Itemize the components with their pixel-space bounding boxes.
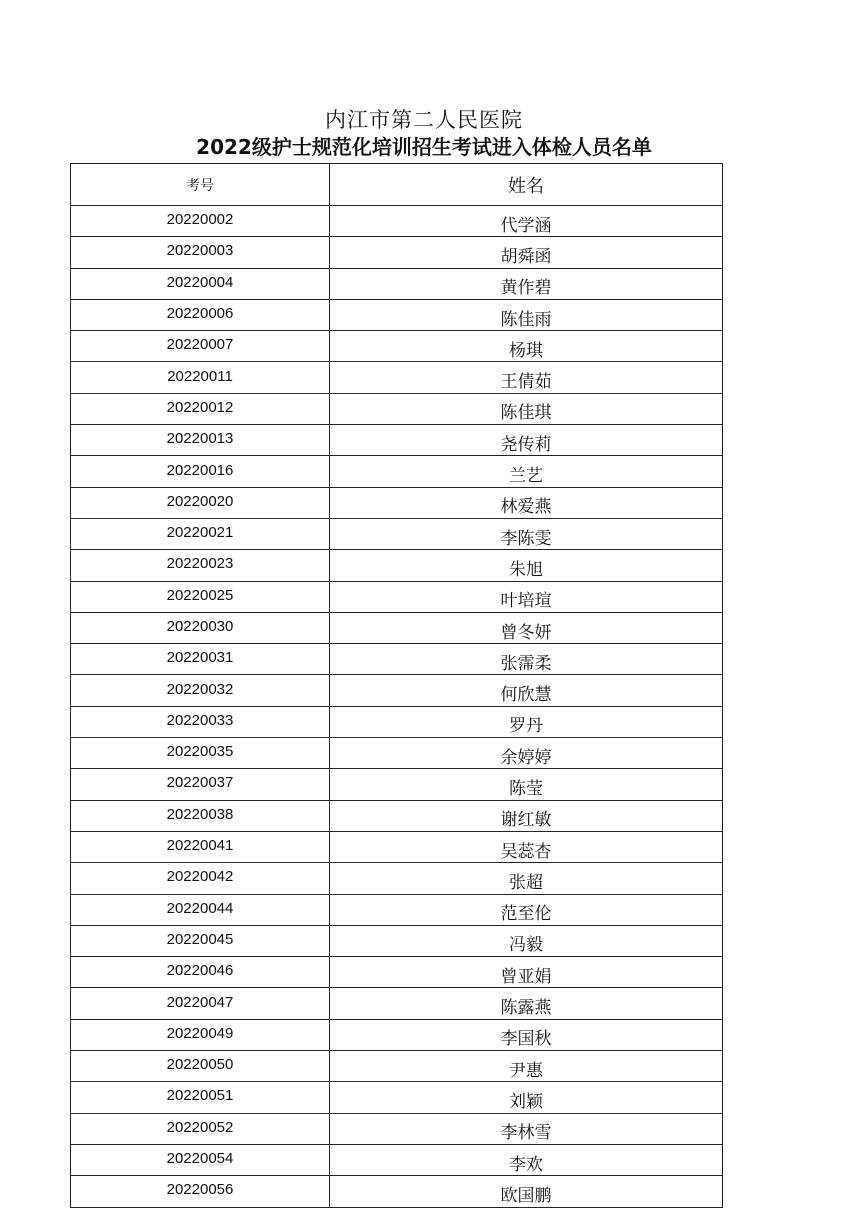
- candidate-name-cell: 兰艺: [330, 456, 723, 487]
- candidate-name-cell: 陈莹: [330, 769, 723, 800]
- candidate-name-cell: 代学涵: [330, 206, 723, 237]
- exam-number-cell: 20220016: [71, 456, 330, 487]
- candidate-name-cell: 吴蕊杏: [330, 831, 723, 862]
- table-row: [71, 1144, 723, 1175]
- table-row: [71, 550, 723, 581]
- list-title: 2022级护士规范化培训招生考试进入体检人员名单: [196, 135, 652, 159]
- table-row: [71, 738, 723, 769]
- table-row: [71, 957, 723, 988]
- candidate-table: [70, 163, 723, 1208]
- exam-number-cell: 20220038: [71, 800, 330, 831]
- candidate-name-cell: 林爱燕: [330, 487, 723, 518]
- exam-number-cell: 20220042: [71, 863, 330, 894]
- exam-number-cell: 20220004: [71, 268, 330, 299]
- table-body: [71, 206, 723, 1208]
- candidate-name-cell: 陈佳琪: [330, 393, 723, 424]
- exam-number-cell: 20220011: [71, 362, 330, 393]
- exam-number-cell: 20220007: [71, 331, 330, 362]
- candidate-name-cell: 李国秋: [330, 1019, 723, 1050]
- exam-number-cell: 20220041: [71, 831, 330, 862]
- table-row: [71, 268, 723, 299]
- table-row: [71, 769, 723, 800]
- candidate-name-cell: 胡舜函: [330, 237, 723, 268]
- table-row: [71, 299, 723, 330]
- table-row: [71, 425, 723, 456]
- exam-number-cell: 20220013: [71, 425, 330, 456]
- table-row: [71, 863, 723, 894]
- exam-number-cell: 20220020: [71, 487, 330, 518]
- exam-number-header: 考号: [71, 164, 330, 206]
- table-row: [71, 675, 723, 706]
- exam-number-cell: 20220037: [71, 769, 330, 800]
- exam-number-cell: 20220021: [71, 518, 330, 549]
- candidate-name-cell: 杨琪: [330, 331, 723, 362]
- exam-number-cell: 20220030: [71, 612, 330, 643]
- candidate-name-cell: 叶培瑄: [330, 581, 723, 612]
- exam-number-cell: 20220046: [71, 957, 330, 988]
- table-row: [71, 1082, 723, 1113]
- candidate-name-cell: 范至伦: [330, 894, 723, 925]
- exam-number-cell: 20220051: [71, 1082, 330, 1113]
- exam-number-cell: 20220031: [71, 644, 330, 675]
- candidate-name-cell: 何欣慧: [330, 675, 723, 706]
- table-row: [71, 518, 723, 549]
- exam-number-cell: 20220047: [71, 988, 330, 1019]
- table-row: [71, 988, 723, 1019]
- candidate-name-cell: 张超: [330, 863, 723, 894]
- candidate-name-cell: 陈露燕: [330, 988, 723, 1019]
- table-row: [71, 581, 723, 612]
- candidate-name-cell: 朱旭: [330, 550, 723, 581]
- candidate-name-cell: 李林雪: [330, 1113, 723, 1144]
- exam-number-cell: 20220056: [71, 1176, 330, 1207]
- exam-number-cell: 20220003: [71, 237, 330, 268]
- candidate-name-cell: 张霈柔: [330, 644, 723, 675]
- table-row: [71, 800, 723, 831]
- table-row: [71, 331, 723, 362]
- candidate-name-cell: 刘颖: [330, 1082, 723, 1113]
- candidate-name-cell: 尧传莉: [330, 425, 723, 456]
- candidate-name-cell: 余婷婷: [330, 738, 723, 769]
- candidate-name-cell: 王倩茹: [330, 362, 723, 393]
- candidate-name-cell: 谢红敏: [330, 800, 723, 831]
- candidate-name-cell: 冯毅: [330, 925, 723, 956]
- table-row: [71, 456, 723, 487]
- candidate-name-cell: 欧国鹏: [330, 1176, 723, 1207]
- table-row: [71, 894, 723, 925]
- candidate-name-cell: 黄作碧: [330, 268, 723, 299]
- table-row: [71, 644, 723, 675]
- table-row: [71, 1176, 723, 1207]
- candidate-name-cell: 李欢: [330, 1144, 723, 1175]
- exam-number-cell: 20220002: [71, 206, 330, 237]
- table-row: [71, 393, 723, 424]
- candidate-name-cell: 尹惠: [330, 1051, 723, 1082]
- table-header-row: [71, 164, 723, 206]
- table-row: [71, 612, 723, 643]
- table-row: [71, 1113, 723, 1144]
- exam-number-cell: 20220050: [71, 1051, 330, 1082]
- exam-number-cell: 20220045: [71, 925, 330, 956]
- exam-number-cell: 20220044: [71, 894, 330, 925]
- exam-number-cell: 20220006: [71, 299, 330, 330]
- table-row: [71, 206, 723, 237]
- exam-number-cell: 20220025: [71, 581, 330, 612]
- name-header: 姓名: [330, 164, 723, 206]
- candidate-name-cell: 李陈雯: [330, 518, 723, 549]
- table-row: [71, 831, 723, 862]
- candidate-name-cell: 曾亚娟: [330, 957, 723, 988]
- exam-number-cell: 20220049: [71, 1019, 330, 1050]
- hospital-name-title: 内江市第二人民医院: [325, 108, 523, 132]
- exam-number-cell: 20220012: [71, 393, 330, 424]
- exam-number-cell: 20220052: [71, 1113, 330, 1144]
- exam-number-cell: 20220023: [71, 550, 330, 581]
- table-row: [71, 1019, 723, 1050]
- candidate-name-cell: 曾冬妍: [330, 612, 723, 643]
- candidate-name-cell: 陈佳雨: [330, 299, 723, 330]
- table-row: [71, 706, 723, 737]
- candidate-name-cell: 罗丹: [330, 706, 723, 737]
- exam-number-cell: 20220054: [71, 1144, 330, 1175]
- exam-number-cell: 20220032: [71, 675, 330, 706]
- table-row: [71, 1051, 723, 1082]
- table-row: [71, 237, 723, 268]
- table-row: [71, 362, 723, 393]
- exam-number-cell: 20220033: [71, 706, 330, 737]
- exam-number-cell: 20220035: [71, 738, 330, 769]
- table-row: [71, 487, 723, 518]
- table-row: [71, 925, 723, 956]
